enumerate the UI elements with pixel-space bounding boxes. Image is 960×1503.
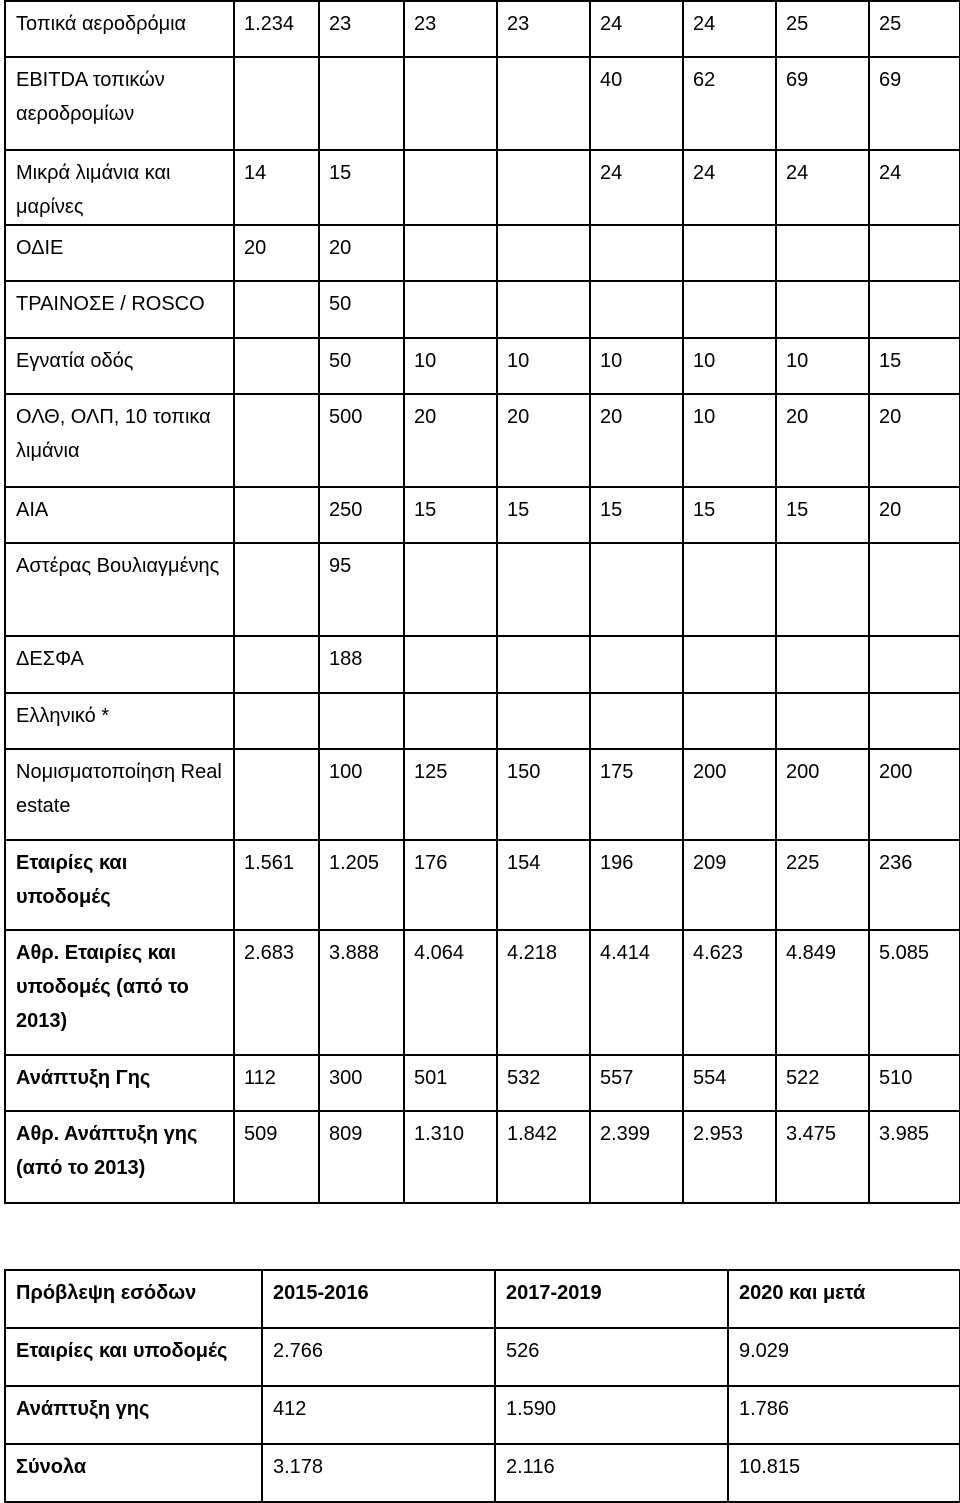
- row-label: Αθρ. Εταιρίες και υποδομές (από το 2013): [5, 930, 234, 1055]
- projections-table: [4, 0, 960, 1204]
- projections-table-body: [5, 1, 960, 1203]
- forecast-value-cell: 1.590: [495, 1386, 728, 1444]
- value-cell: [497, 636, 590, 693]
- value-cell: 20: [404, 394, 497, 487]
- value-cell: 500: [319, 394, 404, 487]
- value-cell: 300: [319, 1055, 404, 1111]
- value-cell: 50: [319, 281, 404, 338]
- value-cell: 2.399: [590, 1111, 683, 1203]
- value-cell: 10: [683, 394, 776, 487]
- table-row: [5, 636, 960, 693]
- value-cell: 4.849: [776, 930, 869, 1055]
- value-cell: 4.218: [497, 930, 590, 1055]
- table-row: [5, 338, 960, 394]
- value-cell: 2.953: [683, 1111, 776, 1203]
- value-cell: [319, 693, 404, 749]
- value-cell: 20: [776, 394, 869, 487]
- table-row: [5, 1055, 960, 1111]
- value-cell: 225: [776, 840, 869, 930]
- value-cell: 24: [590, 150, 683, 225]
- value-cell: 95: [319, 543, 404, 636]
- forecast-value-cell: 9.029: [728, 1328, 960, 1386]
- value-cell: 3.985: [869, 1111, 960, 1203]
- forecast-header-period: 2020 και μετά: [728, 1270, 960, 1328]
- forecast-header-label: Πρόβλεψη εσόδων: [5, 1270, 262, 1328]
- value-cell: 15: [404, 487, 497, 543]
- value-cell: [683, 281, 776, 338]
- value-cell: 809: [319, 1111, 404, 1203]
- value-cell: 10: [404, 338, 497, 394]
- value-cell: [497, 57, 590, 150]
- table-row: [5, 394, 960, 487]
- value-cell: 1.310: [404, 1111, 497, 1203]
- value-cell: 209: [683, 840, 776, 930]
- forecast-value-cell: 2.116: [495, 1444, 728, 1502]
- value-cell: 125: [404, 749, 497, 840]
- value-cell: [869, 543, 960, 636]
- value-cell: [404, 693, 497, 749]
- forecast-value-cell: 1.786: [728, 1386, 960, 1444]
- value-cell: 200: [869, 749, 960, 840]
- forecast-row-label: Σύνολα: [5, 1444, 262, 1502]
- table-row: [5, 225, 960, 281]
- value-cell: 1.234: [234, 1, 319, 57]
- value-cell: [404, 150, 497, 225]
- value-cell: [869, 693, 960, 749]
- value-cell: 188: [319, 636, 404, 693]
- value-cell: 510: [869, 1055, 960, 1111]
- value-cell: [869, 636, 960, 693]
- value-cell: [683, 693, 776, 749]
- forecast-row: [5, 1328, 960, 1386]
- value-cell: [776, 225, 869, 281]
- value-cell: 62: [683, 57, 776, 150]
- value-cell: [234, 281, 319, 338]
- value-cell: 10: [683, 338, 776, 394]
- value-cell: 24: [590, 1, 683, 57]
- table-row: [5, 543, 960, 636]
- value-cell: [683, 225, 776, 281]
- row-label: EBITDA τοπικών αεροδρομίων: [5, 57, 234, 150]
- value-cell: [234, 394, 319, 487]
- value-cell: 4.414: [590, 930, 683, 1055]
- forecast-value-cell: 10.815: [728, 1444, 960, 1502]
- value-cell: 1.842: [497, 1111, 590, 1203]
- value-cell: [497, 543, 590, 636]
- value-cell: 554: [683, 1055, 776, 1111]
- value-cell: 15: [497, 487, 590, 543]
- value-cell: 20: [869, 487, 960, 543]
- value-cell: [497, 693, 590, 749]
- value-cell: [234, 693, 319, 749]
- value-cell: [497, 225, 590, 281]
- value-cell: 557: [590, 1055, 683, 1111]
- row-label: Εταιρίες και υποδομές: [5, 840, 234, 930]
- value-cell: [234, 749, 319, 840]
- forecast-value-cell: 3.178: [262, 1444, 495, 1502]
- row-label: Τοπικά αεροδρόμια: [5, 1, 234, 57]
- value-cell: [234, 338, 319, 394]
- value-cell: [234, 636, 319, 693]
- table-row: [5, 693, 960, 749]
- value-cell: 175: [590, 749, 683, 840]
- value-cell: 69: [776, 57, 869, 150]
- value-cell: [319, 57, 404, 150]
- value-cell: 176: [404, 840, 497, 930]
- row-label: ΤΡΑΙΝΟΣΕ / ROSCO: [5, 281, 234, 338]
- forecast-table-body: [5, 1328, 960, 1502]
- table-row: [5, 150, 960, 225]
- value-cell: 10: [497, 338, 590, 394]
- value-cell: 3.475: [776, 1111, 869, 1203]
- forecast-header-row: [5, 1270, 960, 1328]
- value-cell: [683, 636, 776, 693]
- value-cell: 69: [869, 57, 960, 150]
- value-cell: 14: [234, 150, 319, 225]
- value-cell: 10: [776, 338, 869, 394]
- value-cell: 23: [404, 1, 497, 57]
- value-cell: 25: [869, 1, 960, 57]
- value-cell: 236: [869, 840, 960, 930]
- value-cell: 24: [683, 150, 776, 225]
- value-cell: 23: [497, 1, 590, 57]
- forecast-row-label: Ανάπτυξη γης: [5, 1386, 262, 1444]
- table-row: [5, 57, 960, 150]
- value-cell: [776, 281, 869, 338]
- table-row: [5, 487, 960, 543]
- value-cell: [234, 543, 319, 636]
- table-row: [5, 749, 960, 840]
- value-cell: [590, 281, 683, 338]
- row-label: ΔΕΣΦΑ: [5, 636, 234, 693]
- value-cell: 112: [234, 1055, 319, 1111]
- table-row: [5, 840, 960, 930]
- row-label: Εγνατία οδός: [5, 338, 234, 394]
- value-cell: 15: [683, 487, 776, 543]
- value-cell: 522: [776, 1055, 869, 1111]
- value-cell: 200: [683, 749, 776, 840]
- value-cell: 15: [319, 150, 404, 225]
- value-cell: 25: [776, 1, 869, 57]
- value-cell: 24: [869, 150, 960, 225]
- value-cell: 4.623: [683, 930, 776, 1055]
- forecast-value-cell: 526: [495, 1328, 728, 1386]
- value-cell: 50: [319, 338, 404, 394]
- value-cell: [590, 693, 683, 749]
- value-cell: 100: [319, 749, 404, 840]
- value-cell: 1.205: [319, 840, 404, 930]
- forecast-header-period: 2015-2016: [262, 1270, 495, 1328]
- value-cell: 15: [869, 338, 960, 394]
- value-cell: 200: [776, 749, 869, 840]
- forecast-value-cell: 2.766: [262, 1328, 495, 1386]
- value-cell: [404, 543, 497, 636]
- table-row: [5, 1, 960, 57]
- row-label: ΟΛΘ, ΟΛΠ, 10 τοπικα λιμάνια: [5, 394, 234, 487]
- table-row: [5, 281, 960, 338]
- value-cell: 23: [319, 1, 404, 57]
- value-cell: [404, 281, 497, 338]
- value-cell: 20: [497, 394, 590, 487]
- value-cell: 20: [319, 225, 404, 281]
- value-cell: 20: [869, 394, 960, 487]
- value-cell: [590, 543, 683, 636]
- value-cell: 250: [319, 487, 404, 543]
- row-label: Ελληνικό *: [5, 693, 234, 749]
- forecast-value-cell: 412: [262, 1386, 495, 1444]
- value-cell: [404, 225, 497, 281]
- value-cell: [404, 57, 497, 150]
- value-cell: 3.888: [319, 930, 404, 1055]
- value-cell: [590, 636, 683, 693]
- revenue-forecast-table: [4, 1269, 960, 1503]
- value-cell: [776, 693, 869, 749]
- value-cell: [234, 487, 319, 543]
- forecast-row-label: Εταιρίες και υποδομές: [5, 1328, 262, 1386]
- value-cell: 20: [590, 394, 683, 487]
- table-row: [5, 1111, 960, 1203]
- value-cell: [869, 281, 960, 338]
- value-cell: 4.064: [404, 930, 497, 1055]
- table-row: [5, 930, 960, 1055]
- value-cell: [683, 543, 776, 636]
- value-cell: 20: [234, 225, 319, 281]
- value-cell: 1.561: [234, 840, 319, 930]
- forecast-header-period: 2017-2019: [495, 1270, 728, 1328]
- row-label: ΟΔΙΕ: [5, 225, 234, 281]
- row-label: Νομισματοποίηση Real estate: [5, 749, 234, 840]
- value-cell: [497, 281, 590, 338]
- forecast-row: [5, 1386, 960, 1444]
- value-cell: [234, 57, 319, 150]
- row-label: Αθρ. Ανάπτυξη γης (από το 2013): [5, 1111, 234, 1203]
- value-cell: 24: [683, 1, 776, 57]
- value-cell: 15: [776, 487, 869, 543]
- value-cell: 509: [234, 1111, 319, 1203]
- row-label: Μικρά λιμάνια και μαρίνες: [5, 150, 234, 225]
- value-cell: 5.085: [869, 930, 960, 1055]
- value-cell: [590, 225, 683, 281]
- value-cell: 40: [590, 57, 683, 150]
- value-cell: [497, 150, 590, 225]
- row-label: Αστέρας Βουλιαγμένης: [5, 543, 234, 636]
- value-cell: [776, 543, 869, 636]
- value-cell: 150: [497, 749, 590, 840]
- value-cell: 24: [776, 150, 869, 225]
- value-cell: 154: [497, 840, 590, 930]
- value-cell: 532: [497, 1055, 590, 1111]
- value-cell: [404, 636, 497, 693]
- value-cell: 2.683: [234, 930, 319, 1055]
- value-cell: [869, 225, 960, 281]
- value-cell: 10: [590, 338, 683, 394]
- row-label: Ανάπτυξη Γης: [5, 1055, 234, 1111]
- value-cell: 196: [590, 840, 683, 930]
- value-cell: [776, 636, 869, 693]
- value-cell: 501: [404, 1055, 497, 1111]
- value-cell: 15: [590, 487, 683, 543]
- forecast-row: [5, 1444, 960, 1502]
- row-label: ΑΙΑ: [5, 487, 234, 543]
